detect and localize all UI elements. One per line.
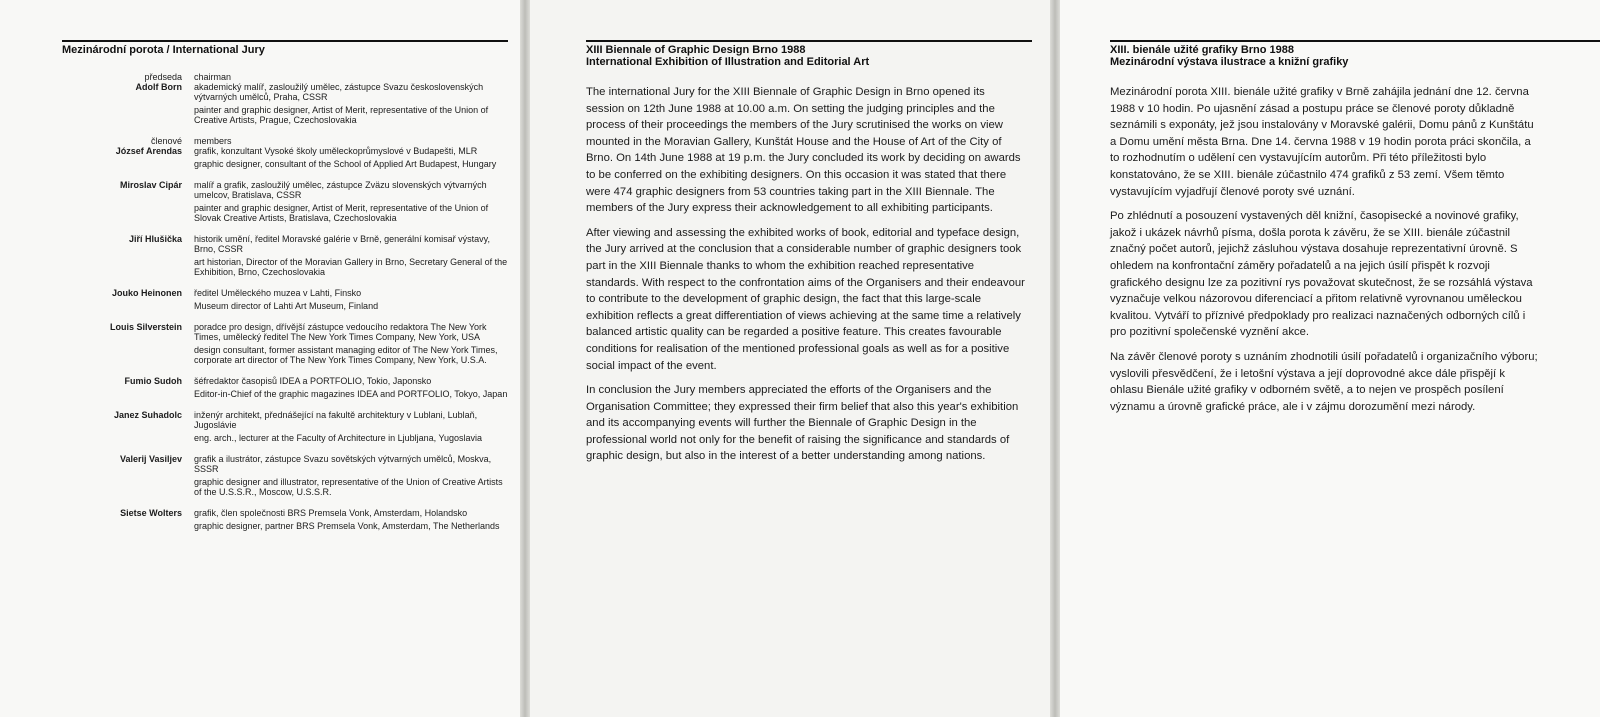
jury-entry xyxy=(62,82,512,128)
jury-entry xyxy=(62,234,512,280)
jury-name: Sietse Wolters xyxy=(120,508,182,518)
jury-name: Louis Silverstein xyxy=(109,322,182,332)
jury-desc-cz: akademický malíř, zasloužilý umělec, zástupce Svazu československých výtvarných umělců, Praha, CSSR xyxy=(194,82,484,102)
heading-line-1: XIII Biennale of Graphic Design Brno 1988 xyxy=(586,44,806,56)
heading-line-1: XIII. bienále užité grafiky Brno 1988 xyxy=(1110,44,1295,56)
jury-role-row xyxy=(62,72,512,82)
jury-desc-cz: grafik a ilustrátor, zástupce Svazu sovětských výtvarných umělců, Moskva, SSSR xyxy=(194,454,492,474)
jury-desc-en: eng. arch., lecturer at the Faculty of Architecture in Ljubljana, Yugoslavia xyxy=(194,433,482,443)
jury-desc-en: painter and graphic designer, Artist of Merit, representative of the Union of Slovak Creative Artists, Bratislava, Czechoslovakia xyxy=(194,203,489,223)
jury-desc-en: Editor-in-Chief of the graphic magazines IDEA and PORTFOLIO, Tokyo, Japan xyxy=(194,389,508,399)
jury-entry xyxy=(62,288,512,314)
paragraph: In conclusion the Jury members appreciated the efforts of the Organisers and the Organisation Committee; they expressed their firm belief that also this year's exhibition and its accompanying events will further the Biennale of Graphic Design in the professional world not only for the benefit of raising the significance and standards of graphic design, but also in the interest of a better understanding among nations. xyxy=(586,384,1019,463)
czech-heading xyxy=(1110,40,1600,68)
english-body xyxy=(586,84,1026,473)
jury-desc-cz: šéfredaktor časopisů IDEA a PORTFOLIO, Tokio, Japonsko xyxy=(194,376,432,386)
jury-entry xyxy=(62,180,512,226)
jury-desc-en: design consultant, former assistant managing editor of The New York Times, corporate art director of The New York Times Company, New York, U.S.A. xyxy=(194,345,498,365)
jury-name: Valerij Vasiljev xyxy=(119,454,182,464)
jury-desc-en: art historian, Director of the Moravian Gallery in Brno, Secretary General of the Exhibition, Brno, Czechoslovakia xyxy=(194,257,508,277)
jury-name: Fumio Sudoh xyxy=(124,376,182,386)
jury-list xyxy=(62,72,512,542)
paragraph: Mezinárodní porota XIII. bienále užité grafiky v Brně zahájila jednání dne 12. června 1988 v 10 hodin. Po ujasnění zásad a postupu práce se členové poroty důkladně seznámili s exponáty, jež jsou instalovány v Moravské galérii, Domu pánů z Kunštátu a Domu umění města Brna. Dne 14. června 1988 v 19 hodin porota práci skončila, a to rozhodnutím o udělení cen vystavujícím autorům. Při této příležitosti bylo konstatováno, že se XIII. bienále zúčastnilo 474 grafiků z 53 zemí. Všem těmto vystavujícím vyjadřují členové poroty své uznání. xyxy=(1110,86,1534,198)
jury-entry xyxy=(62,508,512,534)
jury-desc-cz: grafik, člen společnosti BRS Premsela Vonk, Amsterdam, Holandsko xyxy=(194,508,468,518)
role-label-en: members xyxy=(194,136,232,146)
jury-desc-cz: grafik, konzultant Vysoké školy uměleckoprůmyslové v Budapešti, MLR xyxy=(194,146,478,156)
paragraph: Na závěr členové poroty s uznáním zhodnotili úsilí pořadatelů i organizačního výboru; vyslovili přesvědčení, že i letošní výstava a její doprovodné akce dále přispějí k ohlasu Bienále užité grafiky v odborném světě, a to nejen ve prospěch posílení významu a úrovně grafické práce, ale i v zájmu dorozumění mezi národy. xyxy=(1110,350,1538,413)
page-fold xyxy=(1050,0,1060,717)
jury-role-row xyxy=(62,136,512,146)
jury-entry xyxy=(62,322,512,368)
paragraph: The international Jury for the XIII Biennale of Graphic Design in Brno opened its session on 12th June 1988 at 10.00 a.m. On setting the judging principles and the process of their proceedings the members of the Jury scrutinised the works on view mounted in the Moravian Gallery, Kunštát House and the House of Art of the City of Brno. On 14th June 1988 at 19 p.m. the Jury concluded its work by deciding on awards to be conferred on the exhibiting designers. On this occasion it was stated that there were 474 graphic designers from 53 countries taking part in the XIII Biennale. The members of the Jury express their acknowledgement to all exhibiting participants. xyxy=(586,86,1021,215)
czech-body xyxy=(1110,84,1538,423)
panel-jury xyxy=(0,0,520,717)
jury-desc-cz: ředitel Uměleckého muzea v Lahti, Finsko xyxy=(194,288,362,298)
jury-entry xyxy=(62,454,512,500)
english-heading xyxy=(586,40,1032,68)
jury-desc-cz: inženýr architekt, přednášející na fakultě architektury v Lublani, Lublaň, Jugoslávie xyxy=(194,410,478,430)
jury-name: Miroslav Cipár xyxy=(119,180,182,190)
jury-name: Jiří Hlušička xyxy=(128,234,182,244)
paragraph: After viewing and assessing the exhibited works of book, editorial and typeface design, the Jury arrived at the conclusion that a considerable number of graphic designers took part in the XIII Biennale thanks to whom the exhibition reached representative standards. With respect to the confrontation aims of the Organisers and their endeavour to contribute to the development of graphic design, the fact that this large-scale exhibition reflects a great differentiation of views achieving at the same time a relatively balanced artistic quality can be regarded a positive feature. This creates favourable conditions for realisation of the mentioned professional goals as well as for a positive social impact of the event. xyxy=(586,226,1025,372)
panel-czech-report xyxy=(1060,0,1600,717)
jury-name: Adolf Born xyxy=(135,82,182,92)
jury-heading: Mezinárodní porota / International Jury xyxy=(62,40,508,56)
heading-line-2: Mezinárodní výstava ilustrace a knižní grafiky xyxy=(1110,56,1349,68)
jury-desc-cz: poradce pro design, dřívější zástupce vedoucího redaktora The New York Times, umělecký ředitel The New York Times Company, New York, USA xyxy=(194,322,487,342)
role-label: členové xyxy=(150,136,182,146)
role-label: předseda xyxy=(144,72,182,82)
jury-desc-en: painter and graphic designer, Artist of Merit, representative of the Union of Creative Artists, Prague, Czechoslovakia xyxy=(194,105,489,125)
panel-english-report xyxy=(530,0,1050,717)
jury-desc-en: graphic designer, partner BRS Premsela Vonk, Amsterdam, The Netherlands xyxy=(194,521,500,531)
jury-desc-en: Museum director of Lahti Art Museum, Finland xyxy=(194,301,379,311)
jury-entry xyxy=(62,410,512,446)
jury-entry xyxy=(62,146,512,172)
heading-line-2: International Exhibition of Illustration and Editorial Art xyxy=(586,56,870,68)
jury-desc-cz: malíř a grafik, zasloužilý umělec, zástupce Zväzu slovenských výtvarných umelcov, Bratislava, CSSR xyxy=(194,180,487,200)
jury-desc-en: graphic designer, consultant of the School of Applied Art Budapest, Hungary xyxy=(194,159,497,169)
jury-name: Jouko Heinonen xyxy=(111,288,182,298)
jury-desc-en: graphic designer and illustrator, representative of the Union of Creative Artists of the U.S.S.R., Moscow, U.S.S.R. xyxy=(194,477,503,497)
page-fold xyxy=(520,0,530,717)
paragraph: Po zhlédnutí a posouzení vystavených děl knižní, časopisecké a novinové grafiky, jakož i ukázek návrhů písma, došla porota k závěru, že se XIII. bienále zúčastnil značný počet autorů, jejichž zásluhou výstava dosahuje reprezentativní úrovně. S ohledem na konfrontační záměry pořadatelů a na jejich úsilí přispět k rozvoji grafického designu lze za pozitivní rys považovat skutečnost, že se rozsáhlá výstava vyznačuje velkou názorovou diferenciací a přitom relativně vyrovnanou uměleckou kvalitou. Vytváří to příznivé předpoklady pro realizaci naznačených odborných cílů i pro pozitivní společenské vyznění akce. xyxy=(1110,210,1533,339)
jury-name: József Arendas xyxy=(115,146,182,156)
jury-entry xyxy=(62,376,512,402)
role-label-en: chairman xyxy=(194,72,232,82)
jury-name: Janez Suhadolc xyxy=(113,410,182,420)
jury-desc-cz: historik umění, ředitel Moravské galérie v Brně, generální komisař výstavy, Brno, CSSR xyxy=(194,234,490,254)
